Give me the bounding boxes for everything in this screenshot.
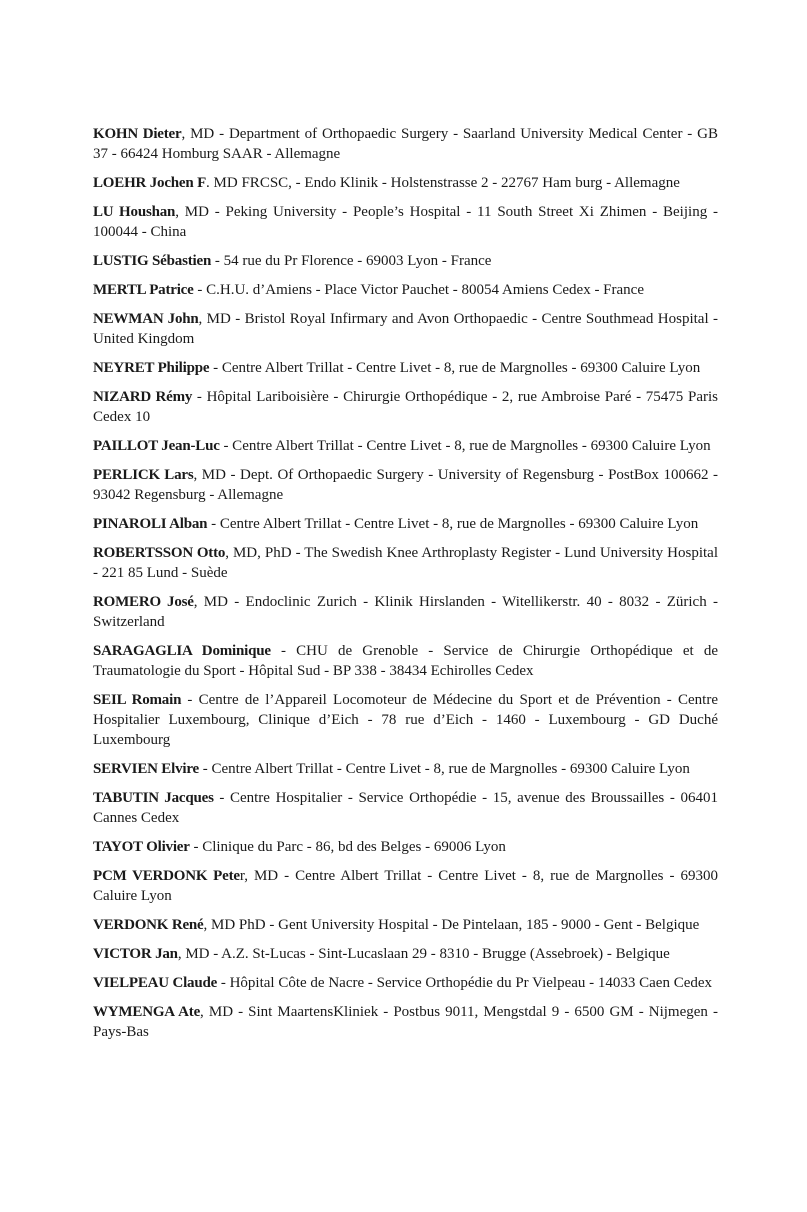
contributor-details: - Centre de l’Appareil Locomoteur de Médecine du Sport et de Prévention - Centre Hospitalier Luxembourg, Clinique d’Eich - 78 rue d’Eich - 1460 - Luxembourg - GD Duché Luxembourg <box>93 692 718 748</box>
contributor-name: MERTL Patrice <box>93 282 194 298</box>
contributor-details: - 54 rue du Pr Florence - 69003 Lyon - France <box>211 253 492 269</box>
contributor-entry <box>93 202 718 242</box>
contributor-name: LOEHR Jochen F <box>93 175 207 191</box>
contributor-name: TABUTIN Jacques <box>93 790 214 806</box>
contributor-name: VIELPEAU Claude <box>93 975 218 991</box>
contributor-details: - C.H.U. d’Amiens - Place Victor Pauchet - 80054 Amiens Cedex - France <box>193 282 644 298</box>
contributor-list <box>93 124 718 1042</box>
contributor-entry <box>93 759 718 779</box>
contributor-entry <box>93 387 718 427</box>
contributor-entry <box>93 866 718 906</box>
contributor-details: - Centre Albert Trillat - Centre Livet - 8, rue de Margnolles - 69300 Caluire Lyon <box>209 360 701 376</box>
contributor-name: VICTOR Jan <box>93 946 178 962</box>
contributor-entry <box>93 124 718 164</box>
contributor-name: SARAGAGLIA Dominique <box>93 643 271 659</box>
contributor-details: , MD - Endoclinic Zurich - Klinik Hirslanden - Witellikerstr. 40 - 8032 - Zürich - Switzerland <box>93 594 719 630</box>
contributor-name: SEIL Romain <box>93 692 182 708</box>
contributor-entry <box>93 788 718 828</box>
contributor-details: r, MD - Centre Albert Trillat - Centre Livet - 8, rue de Margnolles - 69300 Caluire Lyon <box>93 868 718 904</box>
contributor-name: NIZARD Rémy <box>93 389 193 405</box>
contributor-name: TAYOT Olivier <box>93 839 190 855</box>
contributor-name: LU Houshan <box>93 204 176 220</box>
contributor-entry <box>93 944 718 964</box>
contributor-details: , MD - Bristol Royal Infirmary and Avon Orthopaedic - Centre Southmead Hospital - United Kingdom <box>93 311 718 347</box>
contributor-name: WYMENGA Ate <box>93 1004 201 1020</box>
contributor-entry <box>93 915 718 935</box>
contributor-details: , MD - A.Z. St-Lucas - Sint-Lucaslaan 29 - 8310 - Brugge (Assebroek) - Belgique <box>177 946 670 962</box>
contributor-name: SERVIEN Elvire <box>93 761 199 777</box>
contributor-name: VERDONK René <box>93 917 204 933</box>
contributor-details: , MD, PhD - The Swedish Knee Arthroplasty Register - Lund University Hospital - 221 85 Lund - Suède <box>93 545 718 581</box>
contributor-entry <box>93 1002 718 1042</box>
contributor-details: , MD - Department of Orthopaedic Surgery - Saarland University Medical Center - GB 37 - 66424 Homburg SAAR - Allemagne <box>93 126 718 162</box>
contributor-name: PINAROLI Alban <box>93 516 208 532</box>
contributor-name: PAILLOT Jean-Luc <box>93 438 220 454</box>
contributor-name: KOHN Dieter <box>93 126 182 142</box>
contributor-name: NEWMAN John <box>93 311 199 327</box>
contributor-name: ROBERTSSON Otto <box>93 545 226 561</box>
contributor-entry <box>93 592 718 632</box>
contributor-entry <box>93 973 718 993</box>
contributor-name: NEYRET Philippe <box>93 360 210 376</box>
contributor-name: PERLICK Lars <box>93 467 194 483</box>
contributor-entry <box>93 514 718 534</box>
contributor-entry <box>93 309 718 349</box>
contributor-details: , MD - Dept. Of Orthopaedic Surgery - University of Regensburg - PostBox 100662 - 93042 Regensburg - Allemagne <box>93 467 718 503</box>
contributor-name: ROMERO José <box>93 594 194 610</box>
contributor-entry <box>93 358 718 378</box>
contributor-details: - Hôpital Côte de Nacre - Service Orthopédie du Pr Vielpeau - 14033 Caen Cedex <box>217 975 713 991</box>
contributor-details: , MD PhD - Gent University Hospital - De Pintelaan, 185 - 9000 - Gent - Belgique <box>203 917 700 933</box>
contributor-entry <box>93 690 718 750</box>
contributor-details: - Centre Albert Trillat - Centre Livet - 8, rue de Margnolles - 69300 Caluire Lyon <box>199 761 690 777</box>
contributor-entry <box>93 280 718 300</box>
contributor-entry <box>93 641 718 681</box>
contributor-details: - Centre Hospitalier - Service Orthopédie - 15, avenue des Broussailles - 06401 Cannes Cedex <box>93 790 718 826</box>
contributor-entry <box>93 465 718 505</box>
contributor-details: - CHU de Grenoble - Service de Chirurgie Orthopédique et de Traumatologie du Sport - Hôpital Sud - BP 338 - 38434 Echirolles Cedex <box>93 643 718 679</box>
contributor-details: - Hôpital Lariboisière - Chirurgie Orthopédique - 2, rue Ambroise Paré - 75475 Paris Cedex 10 <box>93 389 718 425</box>
contributor-details: - Centre Albert Trillat - Centre Livet - 8, rue de Margnolles - 69300 Caluire Lyon <box>207 516 699 532</box>
contributor-details: - Clinique du Parc - 86, bd des Belges - 69006 Lyon <box>189 839 506 855</box>
contributor-name: LUSTIG Sébastien <box>93 253 212 269</box>
contributor-name: PCM VERDONK Pete <box>93 868 240 884</box>
contributor-details: - Centre Albert Trillat - Centre Livet - 8, rue de Margnolles - 69300 Caluire Lyon <box>219 438 711 454</box>
contributor-entry <box>93 173 718 193</box>
contributor-entry <box>93 436 718 456</box>
contributor-entry <box>93 543 718 583</box>
contributor-details: , MD - Peking University - People’s Hospital - 11 South Street Xi Zhimen - Beijing - 100044 - China <box>93 204 718 240</box>
contributor-details: . MD FRCSC, - Endo Klinik - Holstenstrasse 2 - 22767 Ham burg - Allemagne <box>206 175 680 191</box>
contributor-entry <box>93 837 718 857</box>
contributor-details: , MD - Sint MaartensKliniek - Postbus 9011, Mengstdal 9 - 6500 GM - Nijmegen - Pays-Bas <box>93 1004 718 1040</box>
contributor-entry <box>93 251 718 271</box>
